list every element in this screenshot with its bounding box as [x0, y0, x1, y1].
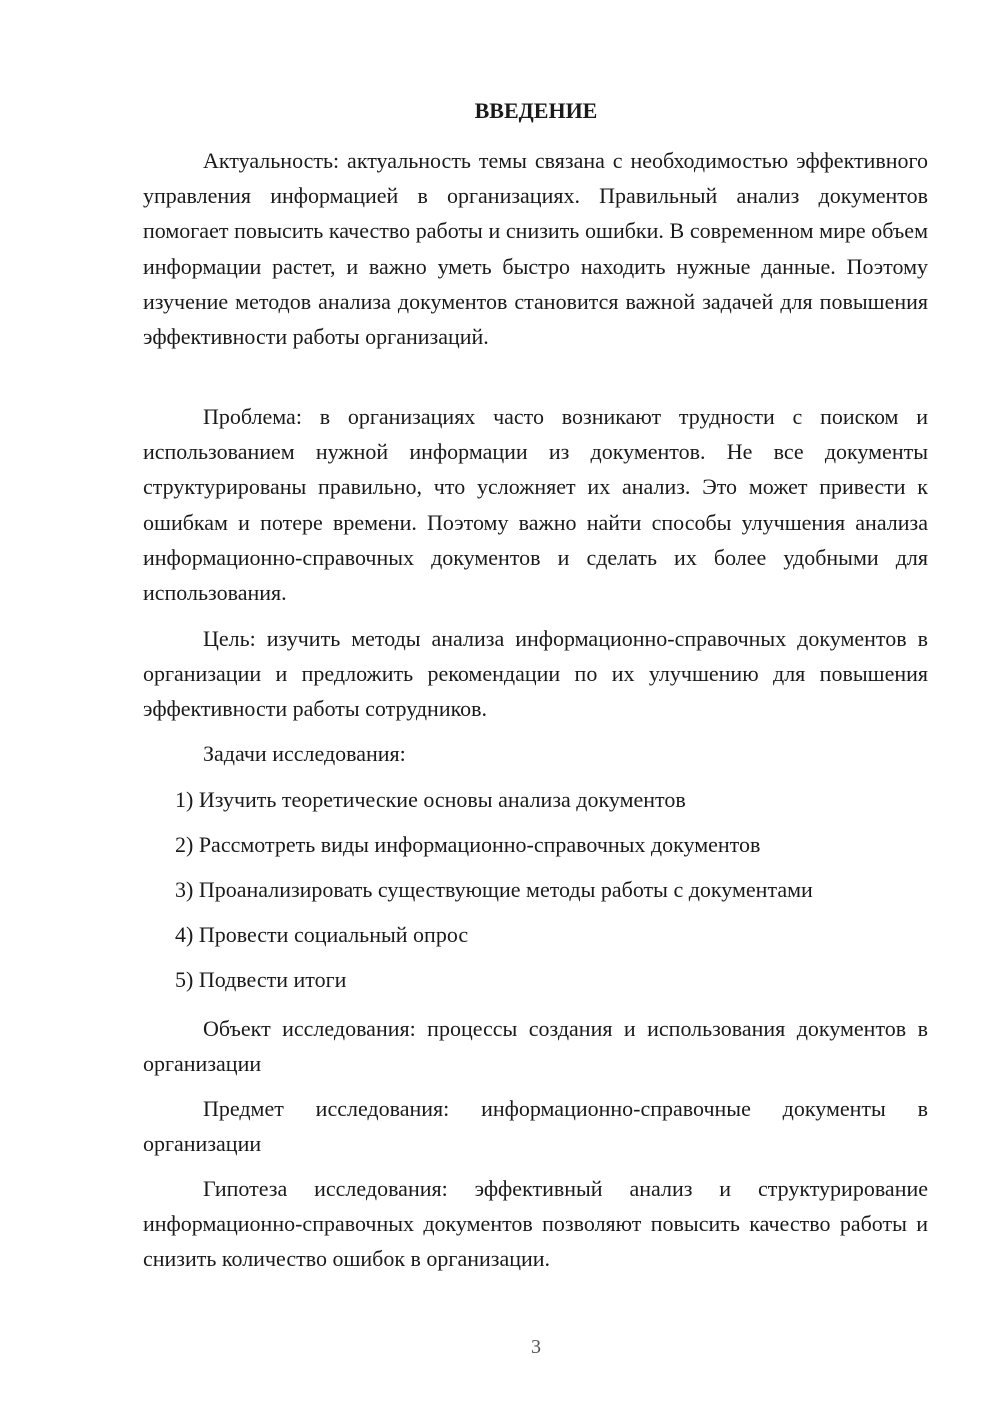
section-heading: ВВЕДЕНИЕ [474, 98, 598, 123]
goal-paragraph: Цель: изучить методы анализа информационно-справочных документов в организации и предложить рекомендации по их улучшению для повышения эффективности работы сотрудников. [143, 626, 928, 722]
subject-paragraph: Предмет исследования: информационно-справочные документы в организации [143, 1096, 928, 1157]
page-number: 3 [531, 1336, 541, 1358]
task-item: 2) Рассмотреть виды информационно-справочных документов [175, 832, 761, 857]
problem-paragraph: Проблема: в организациях часто возникают трудности с поиском и использованием нужной информации из документов. Не все документы структурированы правильно, что усложняет их анализ. Это может привести к ошибкам и потере времени. Поэтому важно найти способы улучшения анализа информационно-справочных документов и сделать их более удобными для использования. [143, 404, 928, 606]
task-item: 5) Подвести итоги [175, 967, 347, 992]
task-item: 4) Провести социальный опрос [175, 922, 469, 947]
relevance-paragraph: Актуальность: актуальность темы связана с необходимостью эффективного управления информацией в организациях. Правильный анализ документов помогает повысить качество работы и снизить ошибки. В современном мире объем информации растет, и важно уметь быстро находить нужные данные. Поэтому изучение методов анализа документов становится важной задачей для повышения эффективности работы организаций. [143, 148, 928, 350]
tasks-title: Задачи исследования: [203, 741, 406, 766]
task-item: 3) Проанализировать существующие методы работы с документами [175, 877, 813, 902]
task-item: 1) Изучить теоретические основы анализа документов [175, 787, 686, 812]
object-paragraph: Объект исследования: процессы создания и использования документов в организации [143, 1016, 928, 1077]
hypothesis-paragraph: Гипотеза исследования: эффективный анализ и структурирование информационно-справочных документов позволяют повысить качество работы и снизить количество ошибок в организации. [143, 1176, 928, 1272]
